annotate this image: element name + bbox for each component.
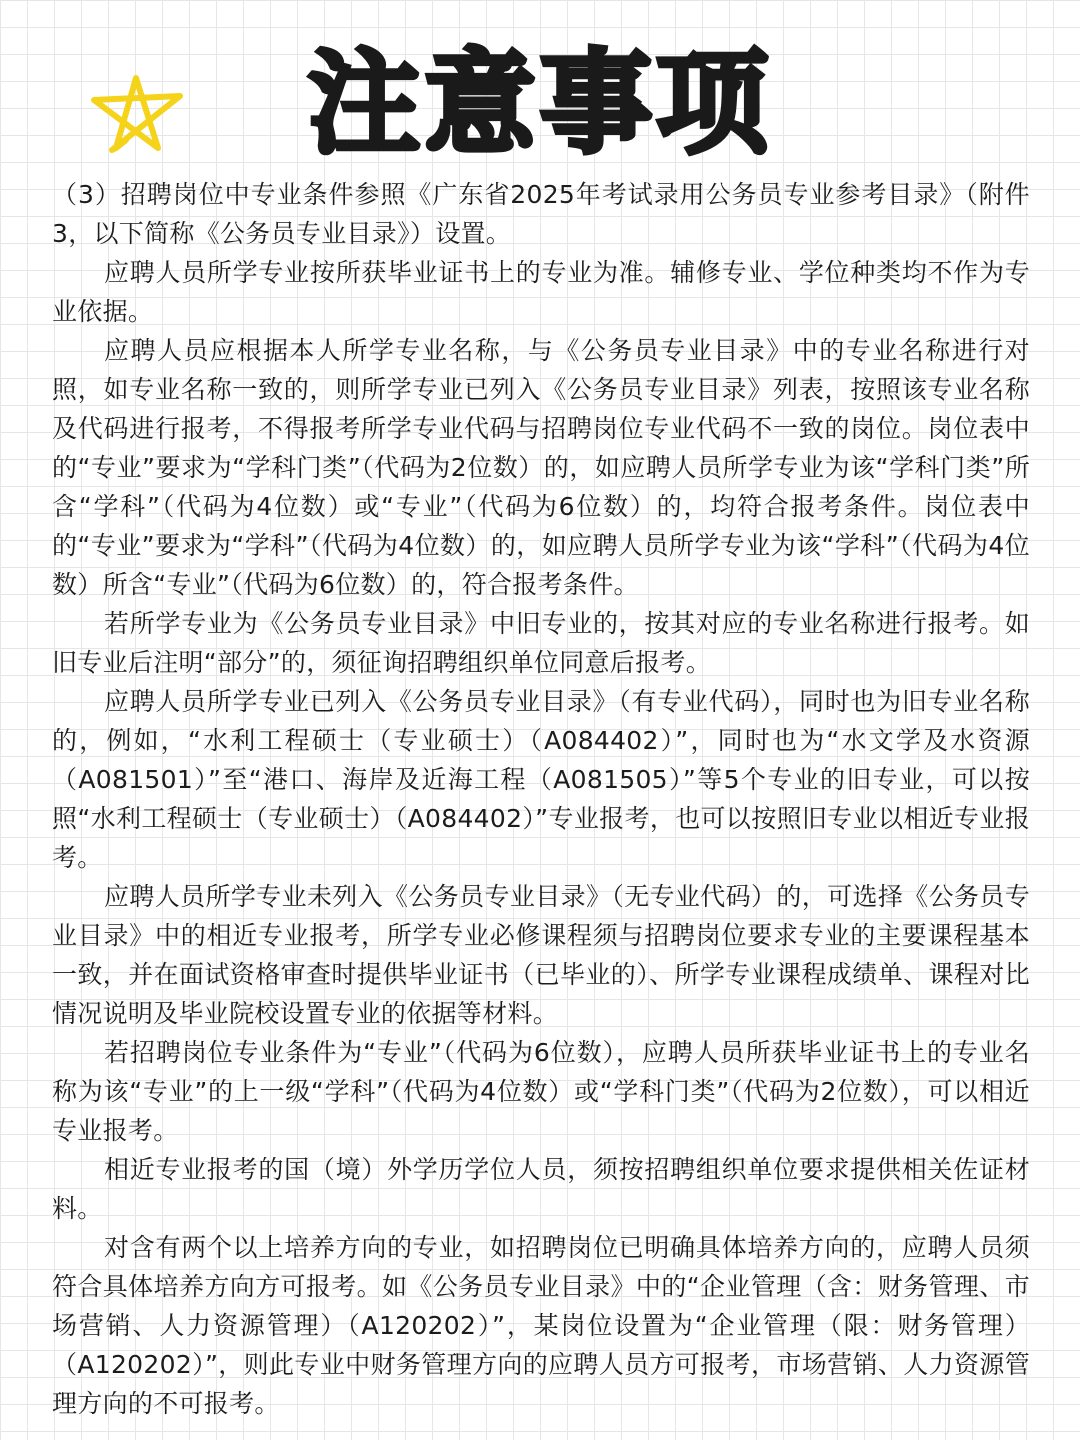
paragraph-overseas-degree: 相近专业报考的国（境）外学历学位人员，须按招聘组织单位要求提供相关佐证材料。 (52, 1155, 1030, 1223)
notice-body (52, 175, 1030, 1423)
paragraph-major-reference: （3）招聘岗位中专业条件参照《广东省2025年考试录用公务员专业参考目录》（附件3，以下简称《公务员专业目录》）设置。 (52, 180, 1030, 248)
paragraph-major-matching: 应聘人员应根据本人所学专业名称，与《公务员专业目录》中的专业名称进行对照，如专业名称一致的，则所学专业已列入《公务员专业目录》列表，按照该专业名称及代码进行报考，不得报考所学专业代码与招聘岗位专业代码不一致的岗位。岗位表中的“专业”要求为“学科门类”（代码为2位数）的，如应聘人员所学专业为该“学科门类”所含“学科”（代码为4位数）或“专业”（代码为6位数）的，均符合报考条件。岗位表中的“专业”要求为“学科”（代码为4位数）的，如应聘人员所学专业为该“学科”（代码为4位数）所含“专业”（代码为6位数）的，符合报考条件。 (52, 336, 1030, 599)
paragraph-training-direction: 对含有两个以上培养方向的专业，如招聘岗位已明确具体培养方向的，应聘人员须符合具体培养方向方可报考。如《公务员专业目录》中的“企业管理（含：财务管理、市场营销、人力资源管理）（A120202）”，某岗位设置为“企业管理（限：财务管理）（A120202）”，则此专业中财务管理方向的应聘人员方可报考，市场营销、人力资源管理方向的不可报考。 (52, 1233, 1030, 1418)
paragraph-old-major: 若所学专业为《公务员专业目录》中旧专业的，按其对应的专业名称进行报考。如旧专业后注明“部分”的，须征询招聘组织单位同意后报考。 (52, 609, 1030, 677)
page-header (0, 0, 1080, 170)
paragraph-certificate-basis: 应聘人员所学专业按所获毕业证书上的专业为准。辅修专业、学位种类均不作为专业依据。 (52, 258, 1030, 326)
paragraph-parent-discipline: 若招聘岗位专业条件为“专业”（代码为6位数），应聘人员所获毕业证书上的专业名称为该“专业”的上一级“学科”（代码为4位数）或“学科门类”（代码为2位数），可以相近专业报考。 (52, 1038, 1030, 1145)
paragraph-old-major-example: 应聘人员所学专业已列入《公务员专业目录》（有专业代码），同时也为旧专业名称的，例如，“水利工程硕士（专业硕士）（A084402）”，同时也为“水文学及水资源（A081501）”至“港口、海岸及近海工程（A081505）”等5个专业的旧专业，可以按照“水利工程硕士（专业硕士）（A084402）”专业报考，也可以按照旧专业以相近专业报考。 (52, 687, 1030, 872)
page-title: 注意事项 (308, 39, 772, 169)
paragraph-unlisted-major: 应聘人员所学专业未列入《公务员专业目录》（无专业代码）的，可选择《公务员专业目录》中的相近专业报考，所学专业必修课程须与招聘岗位要求专业的主要课程基本一致，并在面试资格审查时提供毕业证书（已毕业的）、所学专业课程成绩单、课程对比情况说明及毕业院校设置专业的依据等材料。 (52, 882, 1030, 1028)
